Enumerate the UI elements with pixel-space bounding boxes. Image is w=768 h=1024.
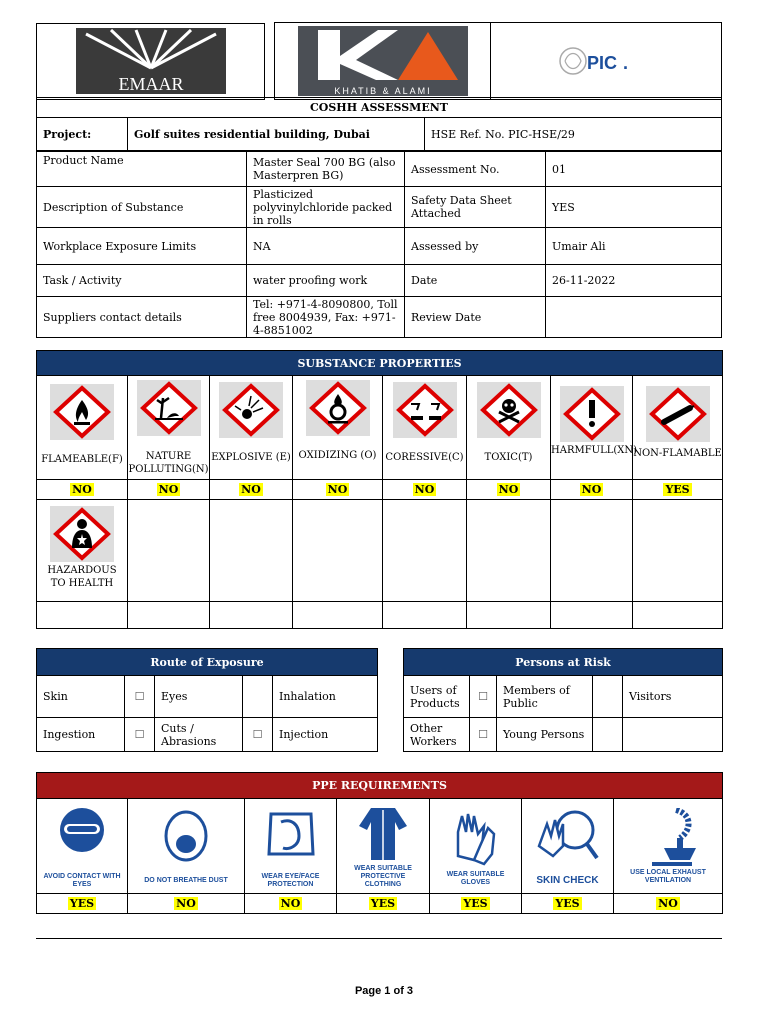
substance-value: NO (128, 480, 210, 500)
row-value: 26-11-2022 (546, 265, 722, 297)
ppe-value: YES (37, 894, 128, 914)
checkbox[interactable] (243, 676, 273, 718)
emaar-logo (76, 28, 226, 94)
ppe-icons-row (37, 799, 723, 894)
health-hazard-icon (50, 506, 114, 562)
info-table (36, 97, 722, 151)
ppe-label: WEAR SUITABLE PROTECTIVE CLOTHING (354, 864, 412, 888)
ppe-item (430, 799, 522, 894)
substance-item (37, 500, 128, 602)
checkbox[interactable]: ☐ (470, 676, 497, 718)
substance-label: TOXIC(T) (484, 452, 533, 463)
ppe-label: AVOID CONTACT WITH EYES (43, 872, 121, 888)
ppe-table (36, 772, 723, 914)
ppe-value: YES (522, 894, 614, 914)
skull-icon (477, 382, 541, 438)
substance-item (37, 376, 128, 480)
project-value: Golf suites residential building, Dubai (128, 118, 425, 151)
row-value: Master Seal 700 BG (also Masterpren BG) (247, 152, 405, 187)
checkbox[interactable]: ☐ (125, 718, 155, 752)
face-shield-icon (259, 804, 323, 870)
skin-check-icon (533, 806, 603, 872)
substance-label: OXIDIZING (O) (298, 450, 377, 461)
ka-logo-cell (275, 23, 491, 100)
exclamation-icon (560, 386, 624, 442)
substance-label: EXPLOSIVE (E) (211, 452, 291, 463)
ppe-item (37, 799, 128, 894)
route-header: Route of Exposure (37, 649, 378, 676)
ppe-values-row (37, 894, 723, 914)
row-label: Assessed by (405, 228, 546, 265)
header-table (36, 22, 722, 100)
persons-workers: Other Workers (404, 718, 470, 752)
explosion-icon (219, 382, 283, 438)
row-label: Description of Substance (37, 187, 247, 228)
persons-table (403, 648, 723, 752)
substance-label: HAZARDOUS TO HEALTH (47, 565, 117, 589)
row-value: 01 (546, 152, 722, 187)
row-value (546, 297, 722, 338)
environment-icon (137, 380, 201, 436)
route-ingestion: Ingestion (37, 718, 125, 752)
row-label: Review Date (405, 297, 546, 338)
substance-label: FLAMEABLE(F) (41, 454, 123, 465)
pic-logo-cell (491, 23, 722, 100)
checkbox[interactable]: ☐ (243, 718, 273, 752)
row-label: Product Name (37, 152, 247, 187)
checkbox[interactable]: ☐ (470, 718, 497, 752)
substance-value: NO (383, 480, 467, 500)
persons-header: Persons at Risk (404, 649, 723, 676)
route-cuts: Cuts / Abrasions (155, 718, 243, 752)
exhaust-ventilation-icon (636, 808, 700, 866)
ppe-item (337, 799, 430, 894)
ppe-item (245, 799, 337, 894)
checkbox[interactable]: ☐ (125, 676, 155, 718)
dust-mask-icon (154, 808, 218, 874)
row-value: water proofing work (247, 265, 405, 297)
row-label: Safety Data Sheet Attached (405, 187, 546, 228)
gas-cylinder-icon (646, 386, 710, 442)
row-value: Umair Ali (546, 228, 722, 265)
row-value: Tel: +971-4-8090800, Toll free 8004939, Fax: +971-4-8851002 (247, 297, 405, 338)
substance-values-row (37, 480, 723, 500)
ppe-value: NO (245, 894, 337, 914)
substance-item (633, 376, 723, 480)
svg-text:PIC: PIC (587, 53, 618, 73)
oxidizer-icon (306, 380, 370, 436)
row-label: Suppliers contact details (37, 297, 247, 338)
route-skin: Skin (37, 676, 125, 718)
route-eyes: Eyes (155, 676, 243, 718)
svg-text:KHATIB & ALAMI: KHATIB & ALAMI (333, 86, 432, 96)
substance-value: NO (467, 480, 551, 500)
substance-label: CORESSIVE(C) (385, 452, 464, 463)
checkbox[interactable] (593, 718, 623, 752)
substance-value: NO (293, 480, 383, 500)
persons-users: Users of Products (404, 676, 470, 718)
substance-label: NATURE POLLUTING(N) (128, 451, 209, 475)
substance-item (551, 376, 638, 480)
route-table (36, 648, 378, 752)
flame-icon (50, 384, 114, 440)
ppe-value: NO (614, 894, 723, 914)
route-injection: Injection (273, 718, 378, 752)
substance-item (467, 376, 551, 480)
page-number: Page 1 of 3 (354, 985, 414, 997)
route-inhalation: Inhalation (273, 676, 378, 718)
ppe-label: DO NOT BREATHE DUST (144, 876, 228, 884)
substance-header: SUBSTANCE PROPERTIES (37, 351, 723, 376)
ppe-label: USE LOCAL EXHAUST VENTILATION (630, 868, 706, 884)
row-label: Task / Activity (37, 265, 247, 297)
footer-divider (36, 938, 722, 939)
khatib-alami-logo (298, 26, 468, 96)
substance-health-row (37, 500, 723, 602)
row-label: Date (405, 265, 546, 297)
substance-icons-row (37, 376, 723, 480)
ppe-value: YES (430, 894, 522, 914)
row-value: Plasticized polyvinylchloride packed in rolls (247, 187, 405, 228)
persons-public: Members of Public (497, 676, 593, 718)
row-label: Workplace Exposure Limits (37, 228, 247, 265)
row-value: NA (247, 228, 405, 265)
ppe-value: YES (337, 894, 430, 914)
row-value: YES (546, 187, 722, 228)
row-label: Assessment No. (405, 152, 546, 187)
ppe-label: WEAR SUITABLE GLOVES (446, 870, 505, 886)
hse-ref: HSE Ref. No. PIC-HSE/29 (425, 118, 722, 151)
persons-young: Young Persons (497, 718, 593, 752)
svg-text:.: . (623, 53, 629, 73)
substance-item (210, 376, 293, 480)
ppe-label: WEAR EYE/FACE PROTECTION (261, 872, 320, 888)
substance-value: NO (210, 480, 293, 500)
ppe-item (614, 799, 723, 894)
protective-clothing-icon (351, 804, 415, 862)
substance-table (36, 350, 723, 629)
gloves-icon (444, 806, 508, 868)
corrosion-icon (393, 382, 457, 438)
substance-item (383, 376, 467, 480)
substance-label: NON-FLAMABLE (633, 448, 722, 459)
persons-visitors: Visitors (623, 676, 723, 718)
substance-item (293, 376, 383, 480)
ppe-label: SKIN CHECK (536, 875, 599, 886)
ppe-item (522, 799, 614, 894)
page-title: COSHH ASSESSMENT (37, 98, 722, 118)
substance-value: NO (551, 480, 633, 500)
pic-logo (551, 41, 661, 81)
emaar-logo-cell (36, 23, 265, 100)
ppe-header: PPE REQUIREMENTS (37, 773, 723, 799)
substance-item (128, 376, 210, 480)
svg-text:EMAAR: EMAAR (117, 74, 184, 94)
checkbox[interactable] (593, 676, 623, 718)
project-label: Project: (37, 118, 128, 151)
substance-value: NO (37, 480, 128, 500)
goggles-icon (50, 804, 114, 870)
details-table (36, 151, 722, 338)
ppe-item (128, 799, 245, 894)
substance-label: HARMFULL(XN) (551, 445, 638, 456)
ppe-value: NO (128, 894, 245, 914)
substance-value: YES (633, 480, 723, 500)
